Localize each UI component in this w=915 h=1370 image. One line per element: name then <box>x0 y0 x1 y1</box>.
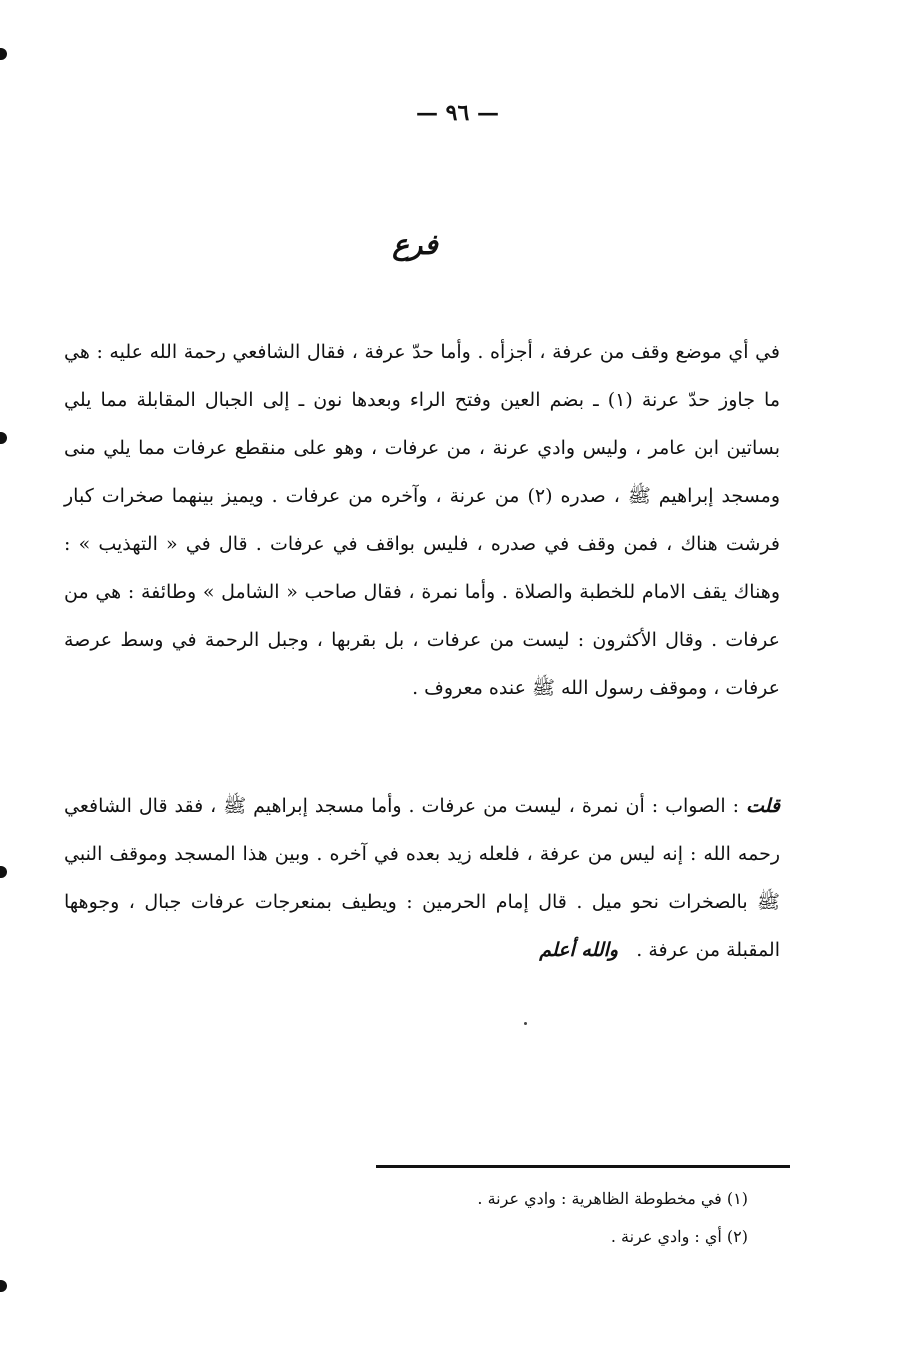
scan-speck <box>524 1022 527 1025</box>
scan-edge-mark <box>0 866 7 878</box>
paragraph-2-lead-word: قلت <box>745 795 780 817</box>
scan-edge-mark <box>0 1280 7 1292</box>
paragraph-2-text: : الصواب : أن نمرة ، ليست من عرفات . وأما مسجد إبراهيم ﷺ ، فقد قال الشافعي رحمه الله : إنه ليس من عرفة ، فلعله زيد بعده في آخره . وبين هذا المسجد وموقف النبي ﷺ بالصخرات نحو ميل . قال إمام الحرمين : ويطيف بمنعرجات عرفات جبال ، وجوهها المقبلة من عرفة . <box>64 795 780 961</box>
section-title: فرع <box>392 228 438 261</box>
footnote-divider <box>376 1165 790 1168</box>
paragraph-1: في أي موضع وقف من عرفة ، أجزأه . وأما حدّ عرفة ، فقال الشافعي رحمة الله عليه : هي ما جاوز حدّ عرنة (١) ـ بضم العين وفتح الراء وبعدها نون ـ إلى الجبال المقابلة مما يلي بساتين ابن عامر ، وليس وادي عرنة ، من عرفات ، وهو على منقطع عرفات مما يلي منى ومسجد إبراهيم ﷺ ، صدره (٢) من عرنة ، وآخره من عرفات . ويميز بينهما صخرات كبار فرشت هناك ، فمن وقف في صدره ، فليس بواقف في عرفات . قال في « التهذيب » : وهناك يقف الامام للخطبة والصلاة . وأما نمرة ، فقال صاحب « الشامل » وطائفة : هي من عرفات . وقال الأكثرون : ليست من عرفات ، بل بقربها ، وجبل الرحمة في وسط عرصة عرفات ، وموقف رسول الله ﷺ عنده معروف . <box>64 341 780 699</box>
footnotes <box>376 1180 748 1256</box>
footnote-2: (٢) أي : وادي عرنة . <box>610 1227 748 1246</box>
paragraph-2 <box>64 782 780 974</box>
page-number: — ٩٦ — <box>416 100 499 126</box>
footnote-1: (١) في مخطوطة الظاهرية : وادي عرنة . <box>477 1189 748 1208</box>
closing-phrase: والله أعلم <box>539 939 619 961</box>
scan-edge-mark <box>0 48 7 60</box>
scan-edge-mark <box>0 432 7 444</box>
